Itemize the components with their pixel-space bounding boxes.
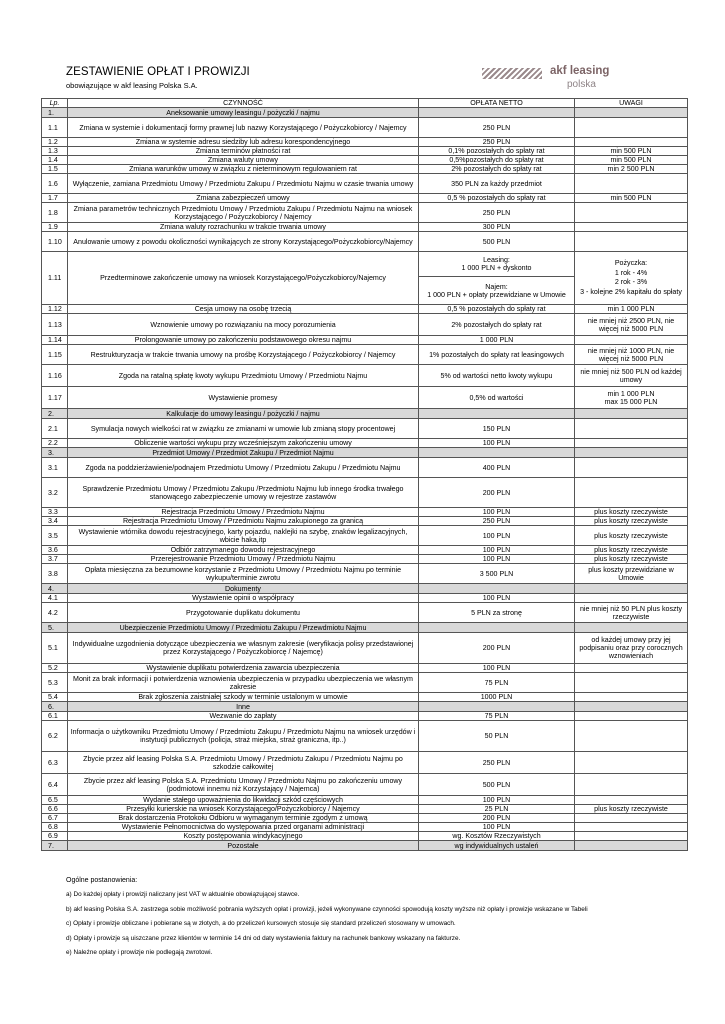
table-row — [42, 314, 688, 336]
table-row — [42, 673, 688, 693]
row-fee: 100 PLN — [419, 546, 575, 555]
row-note: plus koszty rzeczywiste — [575, 517, 688, 526]
row-number: 3.1 — [42, 458, 68, 478]
row-fee: 100 PLN — [419, 823, 575, 832]
row-number: 1.9 — [42, 223, 68, 232]
row-note — [575, 814, 688, 823]
row-note — [575, 721, 688, 752]
table-row — [42, 458, 688, 478]
row-number: 6.4 — [42, 774, 68, 796]
section-number: 4. — [42, 584, 68, 594]
table-row — [42, 156, 688, 165]
table-row — [42, 603, 688, 623]
row-note: min 1 000 PLN — [575, 305, 688, 314]
row-fee: 100 PLN — [419, 555, 575, 564]
section-title: Inne — [68, 702, 419, 712]
section-title: Aneksowanie umowy leasingu / pożyczki / najmu — [68, 108, 419, 118]
row-number: 3.2 — [42, 478, 68, 508]
section-number: 2. — [42, 409, 68, 419]
row-activity: Sprawdzenie Przedmiotu Umowy / Przedmiotu Zakupu /Przedmiotu Najmu lub innego środka trwałego stanowącego zabezpieczenie umowy w rejestrze zastawów — [68, 478, 419, 508]
row-activity: Wydanie stałego upoważnienia do likwidacji szkód częściowych — [68, 796, 419, 805]
table-row — [42, 387, 688, 409]
row-number: 6.6 — [42, 805, 68, 814]
section-row — [42, 584, 688, 594]
row-activity: Zbycie przez akf leasing Polska S.A. Przedmiotu Umowy / Przedmiotu Najmu po zakończeniu umowy (podmiotowi innemu niż Korzystający / Najemca) — [68, 774, 419, 796]
row-activity: Odbiór zatrzymanego dowodu rejestracyjnego — [68, 546, 419, 555]
row-activity: Restrukturyzacja w trakcie trwania umowy na prośbę Korzystającego / Pożyczkobiorcy / Najemcy — [68, 345, 419, 365]
document-title: ZESTAWIENIE OPŁAT I PROWIZJI — [66, 66, 250, 78]
row-number: 6.2 — [42, 721, 68, 752]
row-fee: 100 PLN — [419, 664, 575, 673]
section-row — [42, 623, 688, 633]
table-row — [42, 138, 688, 147]
row-fee — [419, 252, 575, 305]
row-note — [575, 478, 688, 508]
table-row — [42, 546, 688, 555]
section-title: Dokumenty — [68, 584, 419, 594]
table-row — [42, 147, 688, 156]
row-fee: 0,5 % pozostałych do spłaty rat — [419, 305, 575, 314]
row-fee: wg. Kosztów Rzeczywistych — [419, 832, 575, 841]
row-activity: Wezwanie do zapłaty — [68, 712, 419, 721]
note-line: 3 - kolejne 2% kapitału do spłaty — [580, 287, 682, 296]
table-row — [42, 419, 688, 439]
row-note — [575, 712, 688, 721]
row-note: min 2 500 PLN — [575, 165, 688, 174]
table-row — [42, 478, 688, 508]
table-row — [42, 118, 688, 138]
row-fee: 200 PLN — [419, 814, 575, 823]
note-pozyczka-label: Pożyczka: — [614, 259, 648, 267]
row-fee: 3 500 PLN — [419, 564, 575, 584]
row-activity: Opłata miesięczna za bezumowne korzystanie z Przedmiotu Umowy / Przedmiotu Najmu po terminie wykupu/terminie zwrotu — [68, 564, 419, 584]
section-title: Przedmiot Umowy / Przedmiot Zakupu / Przedmiot Najmu — [68, 448, 419, 458]
section-number: 7. — [42, 841, 68, 851]
row-fee: 1 000 PLN — [419, 336, 575, 345]
section-number: 3. — [42, 448, 68, 458]
row-fee: 100 PLN — [419, 439, 575, 448]
table-row — [42, 194, 688, 203]
note-line: max 15 000 PLN — [604, 397, 658, 406]
section-row — [42, 702, 688, 712]
row-activity: Wystawienie wtórnika dowodu rejestracyjnego, karty pojazdu, naklejki na szybę, znaków legalizacyjnych, wbicie haka,itp — [68, 526, 419, 546]
table-header-row — [42, 99, 688, 108]
row-number: 3.7 — [42, 555, 68, 564]
row-number: 6.7 — [42, 814, 68, 823]
fee-najem-label: Najem: — [485, 282, 508, 291]
row-note — [575, 693, 688, 702]
table-row — [42, 526, 688, 546]
table-row — [42, 752, 688, 774]
row-note: od każdej umowy przy jej podpisaniu oraz przy corocznych wznowieniach — [575, 633, 688, 664]
row-fee: 300 PLN — [419, 223, 575, 232]
row-number: 1.13 — [42, 314, 68, 336]
row-note: plus koszty rzeczywiste — [575, 546, 688, 555]
row-activity: Zgoda na ratalną spłatę kwoty wykupu Przedmiotu Umowy / Przedmiotu Najmu — [68, 365, 419, 387]
row-fee: 250 PLN — [419, 752, 575, 774]
row-note — [575, 673, 688, 693]
row-number: 3.6 — [42, 546, 68, 555]
row-number: 1.5 — [42, 165, 68, 174]
row-note: plus koszty rzeczywiste — [575, 555, 688, 564]
row-fee: 400 PLN — [419, 458, 575, 478]
table-row — [42, 814, 688, 823]
row-activity: Prolongowanie umowy po zakończeniu podstawowego okresu najmu — [68, 336, 419, 345]
row-number: 1.16 — [42, 365, 68, 387]
row-note: plus koszty rzeczywiste — [575, 508, 688, 517]
row-note — [575, 232, 688, 252]
table-row — [42, 664, 688, 673]
document-subtitle: obowiązujące w akf leasing Polska S.A. — [66, 81, 198, 90]
row-note — [575, 774, 688, 796]
row-activity: Rejestracja Przedmiotu Umowy / Przedmiotu Najmu — [68, 508, 419, 517]
table-row — [42, 721, 688, 752]
table-row — [42, 517, 688, 526]
section-row — [42, 409, 688, 419]
table-row — [42, 594, 688, 603]
note-e: e) Należne opłaty i prowizje nie podlegają zwrotowi. — [66, 949, 213, 957]
row-activity: Zmiana parametrów technicznych Przedmiotu Umowy / Przedmiotu Zakupu / Przedmiotu Najmu na wniosek Korzystającego / Pożyczkobiorcy / Najemcy — [68, 203, 419, 223]
table-row — [42, 223, 688, 232]
logo-stripes-icon — [482, 68, 542, 79]
row-note — [575, 439, 688, 448]
row-fee: 250 PLN — [419, 517, 575, 526]
section-row — [42, 841, 688, 851]
table-row — [42, 336, 688, 345]
row-note — [575, 118, 688, 138]
row-fee: 100 PLN — [419, 594, 575, 603]
row-number: 1.17 — [42, 387, 68, 409]
row-fee: 200 PLN — [419, 633, 575, 664]
akf-logo — [482, 64, 638, 94]
row-fee: 500 PLN — [419, 774, 575, 796]
row-activity: Wystawienie Pełnomocnictwa do występowania przed organami administracji — [68, 823, 419, 832]
row-number: 6.3 — [42, 752, 68, 774]
row-note — [575, 419, 688, 439]
note-b: b) akf leasing Polska S.A. zastrzega sobie możliwość pobrania wyższych opłat i prowizji, jeżeli wykonywane czynności spowodują koszty wyższe niż opłaty i prowizje wskazane w Tabeli — [66, 905, 588, 913]
row-number: 3.4 — [42, 517, 68, 526]
row-fee: 100 PLN — [419, 796, 575, 805]
table-row — [42, 555, 688, 564]
row-activity: Przedterminowe zakończenie umowy na wniosek Korzystającego/Pożyczkobiorcy/Najemcy — [68, 252, 419, 305]
row-activity: Wyłączenie, zamiana Przedmiotu Umowy / Przedmiotu Zakupu / Przedmiotu Najmu w czasie trwania umowy — [68, 174, 419, 194]
row-note: min 500 PLN — [575, 194, 688, 203]
row-note: plus koszty przewidziane w Umowie — [575, 564, 688, 584]
note-c: c) Opłaty i prowizje obliczane i pobierane są w złotych, a do przeliczeń kursowych stosuje się standard przeliczeń stosowany w umowach. — [66, 920, 456, 928]
row-activity: Indywidualne uzgodnienia dotyczące ubezpieczenia we własnym zakresie (weryfikacja polisy przedstawionej przez Korzystającego / Pożyczkobiorcę / Najemcę) — [68, 633, 419, 664]
row-activity: Wystawienie duplikatu potwierdzenia zawarcia ubezpieczenia — [68, 664, 419, 673]
row-number: 3.5 — [42, 526, 68, 546]
row-fee: 25 PLN — [419, 805, 575, 814]
row-fee: 2% pozostałych do spłaty rat — [419, 314, 575, 336]
row-note: min 500 PLN — [575, 147, 688, 156]
section-row — [42, 108, 688, 118]
notes-heading: Ogólne postanowienia: — [66, 877, 138, 884]
row-activity: Rejestracja Przedmiotu Umowy / Przedmiotu Najmu zakupionego za granicą — [68, 517, 419, 526]
table-row — [42, 345, 688, 365]
table-row — [42, 633, 688, 664]
table-row — [42, 365, 688, 387]
row-activity: Zbycie przez akf leasing Polska S.A. Przedmiotu Umowy / Przedmiotu Zakupu / Przedmiotu Najmu po szkodzie całkowitej — [68, 752, 419, 774]
table-row — [42, 712, 688, 721]
row-activity: Wystawienie opinii o współpracy — [68, 594, 419, 603]
row-number: 1.1 — [42, 118, 68, 138]
table-row — [42, 203, 688, 223]
row-note: nie mniej niż 1000 PLN, nie więcej niż 5000 PLN — [575, 345, 688, 365]
row-note — [575, 252, 688, 305]
table-row — [42, 693, 688, 702]
row-fee: 1000 PLN — [419, 693, 575, 702]
row-note: nie mniej niż 500 PLN od każdej umowy — [575, 365, 688, 387]
row-note — [575, 203, 688, 223]
section-title: Kalkulacje do umowy leasingu / pożyczki / najmu — [68, 409, 419, 419]
row-note — [575, 458, 688, 478]
section-number: 5. — [42, 623, 68, 633]
row-fee: 100 PLN — [419, 526, 575, 546]
row-fee: 250 PLN — [419, 138, 575, 147]
table-row — [42, 774, 688, 796]
row-number: 4.1 — [42, 594, 68, 603]
row-number: 1.2 — [42, 138, 68, 147]
row-activity: Zmiana warunków umowy w związku z nieterminowym regulowaniem rat — [68, 165, 419, 174]
row-activity: Zmiana terminów płatności rat — [68, 147, 419, 156]
col-header-activity: CZYNNOŚĆ — [68, 99, 419, 108]
row-fee: 250 PLN — [419, 203, 575, 223]
row-fee: 5% od wartości netto kwoty wykupu — [419, 365, 575, 387]
row-note: nie mniej niż 2500 PLN, nie więcej niż 5000 PLN — [575, 314, 688, 336]
note-line: 2 rok - 3% — [614, 278, 648, 286]
table-row — [42, 252, 688, 305]
row-number: 4.2 — [42, 603, 68, 623]
row-activity: Brak dostarczenia Protokołu Odbioru w wymaganym terminie zgodym z umową — [68, 814, 419, 823]
row-number: 1.11 — [42, 252, 68, 305]
table-row — [42, 823, 688, 832]
row-note — [575, 223, 688, 232]
col-header-notes: UWAGI — [575, 99, 688, 108]
row-number: 1.4 — [42, 156, 68, 165]
row-number: 3.8 — [42, 564, 68, 584]
row-fee: 0,5% od wartości — [419, 387, 575, 409]
row-fee: 100 PLN — [419, 508, 575, 517]
row-fee: 75 PLN — [419, 673, 575, 693]
fee-table — [41, 98, 688, 851]
row-fee: 150 PLN — [419, 419, 575, 439]
section-title: Ubezpieczenie Przedmiotu Umowy / Przedmiotu Zakupu / Przewdmiotu Najmu — [68, 623, 419, 633]
row-activity: Anulowanie umowy z powodu okoliczności wynikających ze strony Korzystającego/Pożyczkobiorcy/Najemcy — [68, 232, 419, 252]
section-number: 6. — [42, 702, 68, 712]
row-number: 6.5 — [42, 796, 68, 805]
row-fee: 500 PLN — [419, 232, 575, 252]
row-activity: Przygotowanie duplikatu dokumentu — [68, 603, 419, 623]
row-number: 1.15 — [42, 345, 68, 365]
row-number: 1.6 — [42, 174, 68, 194]
row-number: 1.7 — [42, 194, 68, 203]
row-activity: Cesja umowy na osobę trzecią — [68, 305, 419, 314]
row-fee: 50 PLN — [419, 721, 575, 752]
logo-brand: akf leasing — [550, 65, 610, 77]
row-number: 1.12 — [42, 305, 68, 314]
row-activity: Zmiana zabezpieczeń umowy — [68, 194, 419, 203]
row-number: 6.1 — [42, 712, 68, 721]
general-provisions — [66, 877, 666, 964]
row-note — [575, 387, 688, 409]
fee-najem-value: 1 000 PLN + opłaty przewidziane w Umowie — [427, 290, 566, 299]
row-number: 1.10 — [42, 232, 68, 252]
row-note: nie mniej niż 50 PLN plus koszty rzeczywiste — [575, 603, 688, 623]
col-header-lp: Lp. — [42, 99, 68, 108]
note-a: a) Do każdej opłaty i prowizji naliczany jest VAT w aktualnie obowiązującej stawce. — [66, 891, 300, 898]
row-fee: 350 PLN za każdy przedmiot — [419, 174, 575, 194]
row-activity: Wznowienie umowy po rozwiązaniu na mocy porozumienia — [68, 314, 419, 336]
row-number: 1.8 — [42, 203, 68, 223]
row-fee: 250 PLN — [419, 118, 575, 138]
row-note — [575, 174, 688, 194]
row-activity: Zmiana waluty umowy — [68, 156, 419, 165]
row-number: 2.2 — [42, 439, 68, 448]
note-line: 1 rok - 4% — [614, 268, 648, 277]
row-number: 1.14 — [42, 336, 68, 345]
row-note — [575, 594, 688, 603]
row-activity: Monit za brak informacji i potwierdzenia wznowienia ubezpieczenia w przypadku ubezpieczenia we własnym zakresie — [68, 673, 419, 693]
row-activity: Zgoda na poddzierżawienie/podnajem Przedmiotu Umowy / Przedmiotu Zakupu / Przedmiotu Najmu — [68, 458, 419, 478]
fee-leasing-value: 1 000 PLN + dyskonto — [461, 264, 532, 272]
table-row — [42, 508, 688, 517]
row-fee: wg indywidualnych ustaleń — [419, 841, 575, 851]
section-title: Pozostałe — [68, 841, 419, 851]
row-note: min 500 PLN — [575, 156, 688, 165]
row-number: 5.3 — [42, 673, 68, 693]
row-activity: Symulacja nowych wielkości rat w związku ze zmianami w umowie lub zmianą stopy procentowej — [68, 419, 419, 439]
table-row — [42, 232, 688, 252]
row-activity: Koszty postępowania windykacyjnego — [68, 832, 419, 841]
table-row — [42, 305, 688, 314]
row-fee: 0,1% pozostałych do spłaty rat — [419, 147, 575, 156]
table-row — [42, 564, 688, 584]
row-number: 6.9 — [42, 832, 68, 841]
row-note — [575, 664, 688, 673]
row-fee: 0,5%pozostałych do spłaty rat — [419, 156, 575, 165]
row-activity: Przesyłki kurierskie na wniosek Korzystającego/Pożyczkobiorcy / Najemcy — [68, 805, 419, 814]
row-note: plus koszty rzeczywiste — [575, 526, 688, 546]
row-activity: Zmiana w systemie i dokumentacji formy prawnej lub nazwy Korzystającego / Pożyczkobiorcy / Najemcy — [68, 118, 419, 138]
fee-leasing-label: Leasing: — [483, 256, 510, 264]
table-row — [42, 832, 688, 841]
row-fee: 2% pozostałych do spłaty rat — [419, 165, 575, 174]
row-activity: Obliczenie wartości wykupu przy wcześniejszym zakończeniu umowy — [68, 439, 419, 448]
col-header-fee: OPŁATA NETTO — [419, 99, 575, 108]
row-note — [575, 138, 688, 147]
note-line: min 1 000 PLN — [607, 389, 655, 398]
table-row — [42, 805, 688, 814]
row-activity: Zmiana w systemie adresu siedziby lub adresu korespondencyjnego — [68, 138, 419, 147]
row-number: 3.3 — [42, 508, 68, 517]
row-note — [575, 832, 688, 841]
row-number: 5.1 — [42, 633, 68, 664]
row-number: 6.8 — [42, 823, 68, 832]
row-number: 5.4 — [42, 693, 68, 702]
row-note — [575, 796, 688, 805]
row-note: plus koszty rzeczywiste — [575, 805, 688, 814]
row-fee: 0,5 % pozostałych do spłaty rat — [419, 194, 575, 203]
row-note — [575, 823, 688, 832]
row-fee: 5 PLN za stronę — [419, 603, 575, 623]
note-d: d) Opłaty i prowizje są uiszczane przez klientów w terminie 14 dni od daty wystawienia faktury na rachunek bankowy wskazany na fakturze. — [66, 934, 461, 942]
table-row — [42, 174, 688, 194]
row-activity: Przerejestrowanie Przedmiotu Umowy / Przedmiotu Najmu — [68, 555, 419, 564]
row-note — [575, 336, 688, 345]
row-number: 2.1 — [42, 419, 68, 439]
row-activity: Informacja o użytkowniku Przedmiotu Umowy / Przedmiotu Zakupu / Przedmiotu Najmu na wniosek urzędów i instytucji publicznych (policja, straż miejska, straż graniczna, itp..) — [68, 721, 419, 752]
row-fee: 75 PLN — [419, 712, 575, 721]
section-row — [42, 448, 688, 458]
table-row — [42, 165, 688, 174]
row-activity: Wystawienie promesy — [68, 387, 419, 409]
row-fee: 200 PLN — [419, 478, 575, 508]
row-fee: 1% pozostałych do spłaty rat leasingowych — [419, 345, 575, 365]
row-number: 5.2 — [42, 664, 68, 673]
row-activity: Zmiana waluty rozrachunku w trakcie trwania umowy — [68, 223, 419, 232]
table-row — [42, 796, 688, 805]
section-number: 1. — [42, 108, 68, 118]
table-row — [42, 439, 688, 448]
row-activity: Brak zgłoszenia zaistniałej szkody w terminie ustalonym w umowie — [68, 693, 419, 702]
row-number: 1.3 — [42, 147, 68, 156]
row-note — [575, 752, 688, 774]
logo-country: polska — [567, 79, 596, 90]
